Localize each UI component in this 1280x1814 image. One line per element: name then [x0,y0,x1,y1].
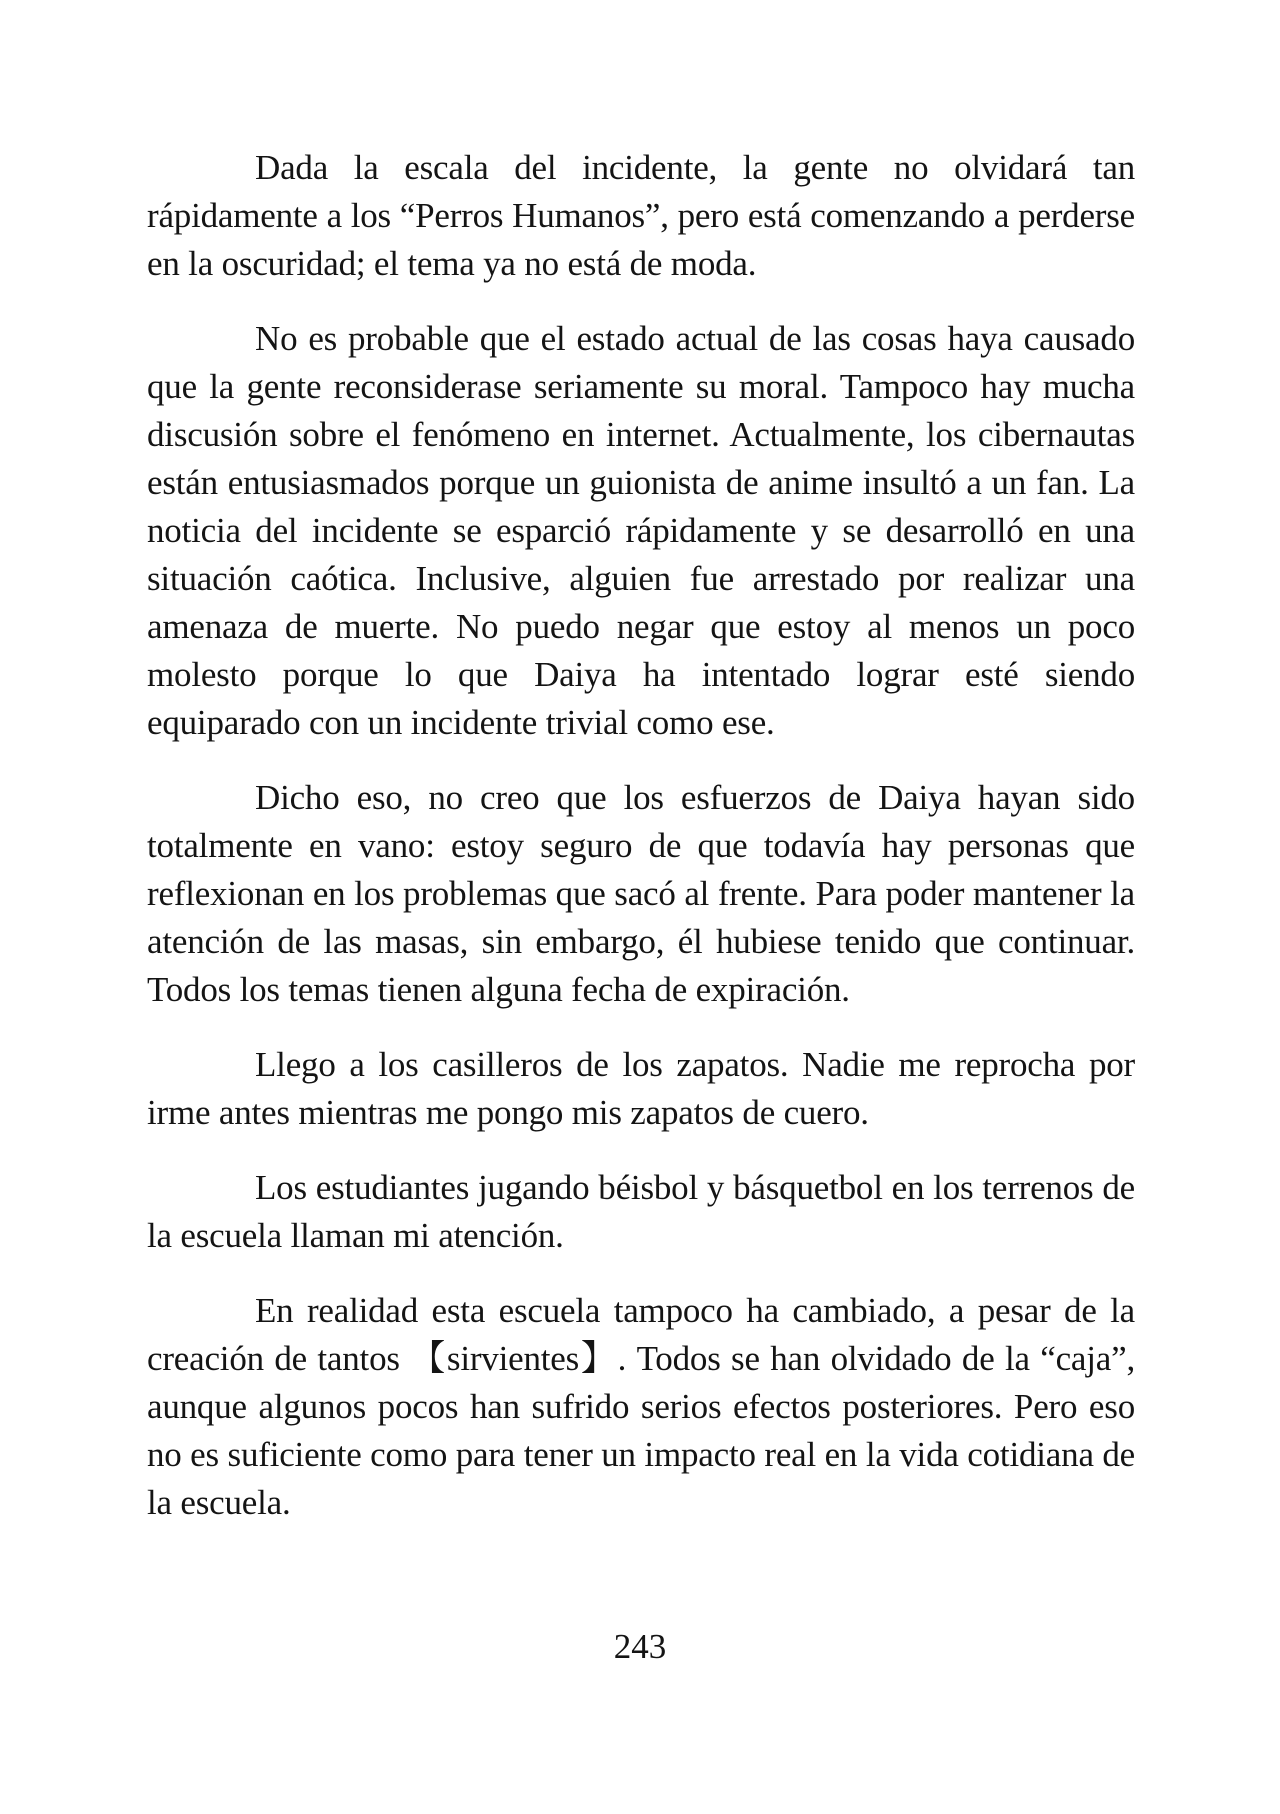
paragraph: Dada la escala del incidente, la gente no olvidará tan rápidamente a los “Perros Humanos”, pero está comenzando a perderse en la oscuridad; el tema ya no está de moda. [147,148,1135,283]
page-body [147,144,1135,1554]
paragraph: Los estudiantes jugando béisbol y básquetbol en los terrenos de la escuela llaman mi atención. [147,1168,1135,1255]
paragraph: No es probable que el estado actual de las cosas haya causado que la gente reconsiderase seriamente su moral. Tampoco hay mucha discusión sobre el fenómeno en internet. Actualmente, los cibernautas están entusiasmados porque un guionista de anime insultó a un fan. La noticia del incidente se esparció rápidamente y se desarrolló en una situación caótica. Inclusive, alguien fue arrestado por realizar una amenaza de muerte. No puedo negar que estoy al menos un poco molesto porque lo que Daiya ha intentado lograr esté siendo equiparado con un incidente trivial como ese. [147,319,1135,742]
paragraph: Llego a los casilleros de los zapatos. Nadie me reprocha por irme antes mientras me pongo mis zapatos de cuero. [147,1045,1135,1132]
paragraph: En realidad esta escuela tampoco ha cambiado, a pesar de la creación de tantos 【sirvientes】. Todos se han olvidado de la “caja”, aunque algunos pocos han sufrido serios efectos posteriores. Pero eso no es suficiente como para tener un impacto real en la vida cotidiana de la escuela. [147,1291,1135,1522]
page-number: 243 [613,1627,667,1666]
paragraph: Dicho eso, no creo que los esfuerzos de Daiya hayan sido totalmente en vano: estoy seguro de que todavía hay personas que reflexionan en los problemas que sacó al frente. Para poder mantener la atención de las masas, sin embargo, él hubiese tenido que continuar. Todos los temas tienen alguna fecha de expiración. [147,778,1135,1009]
